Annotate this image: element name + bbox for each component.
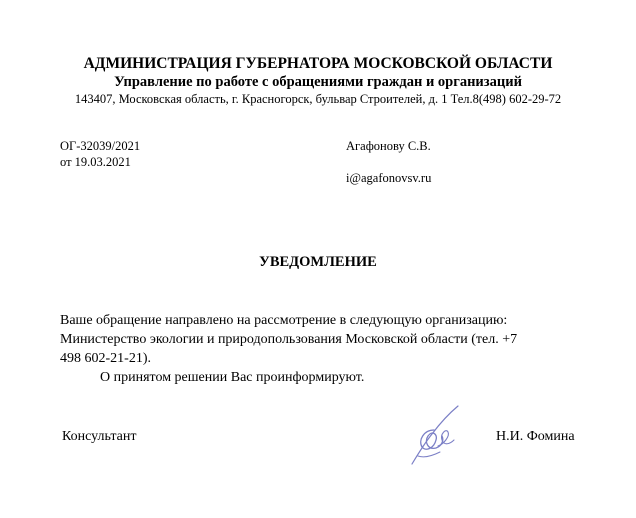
notice-line: Ваше обращение направлено на рассмотрение в следующую организацию: bbox=[60, 313, 508, 328]
notice-line: 498 602-21-21). bbox=[60, 351, 151, 366]
notice-closing: О принятом решении Вас проинформируют. bbox=[100, 370, 365, 385]
signature-stroke bbox=[418, 452, 440, 457]
recipient-name: Агафонову С.В. bbox=[346, 139, 431, 153]
signature-stroke bbox=[412, 406, 458, 464]
signer-name: Н.И. Фомина bbox=[496, 429, 575, 444]
notice-line: Министерство экологии и природопользования Московской области (тел. +7 bbox=[60, 332, 518, 347]
signature-stroke bbox=[421, 430, 443, 449]
handwritten-signature bbox=[398, 400, 470, 472]
department-title: Управление по работе с обращениями граждан и организаций bbox=[114, 74, 522, 90]
organization-address: 143407, Московская область, г. Красногорск, бульвар Строителей, д. 1 Тел.8(498) 602-29-72 bbox=[74, 92, 562, 106]
signer-role: Консультант bbox=[62, 429, 137, 444]
registration-number: ОГ-32039/2021 bbox=[60, 139, 141, 153]
registration-date: от 19.03.2021 bbox=[60, 155, 131, 169]
recipient-email: i@agafonovsv.ru bbox=[346, 171, 432, 185]
signature-stroke bbox=[438, 431, 454, 446]
notice-body bbox=[60, 311, 580, 387]
notice-heading: УВЕДОМЛЕНИЕ bbox=[259, 254, 377, 270]
organization-title: АДМИНИСТРАЦИЯ ГУБЕРНАТОРА МОСКОВСКОЙ ОБЛАСТИ bbox=[83, 55, 553, 72]
